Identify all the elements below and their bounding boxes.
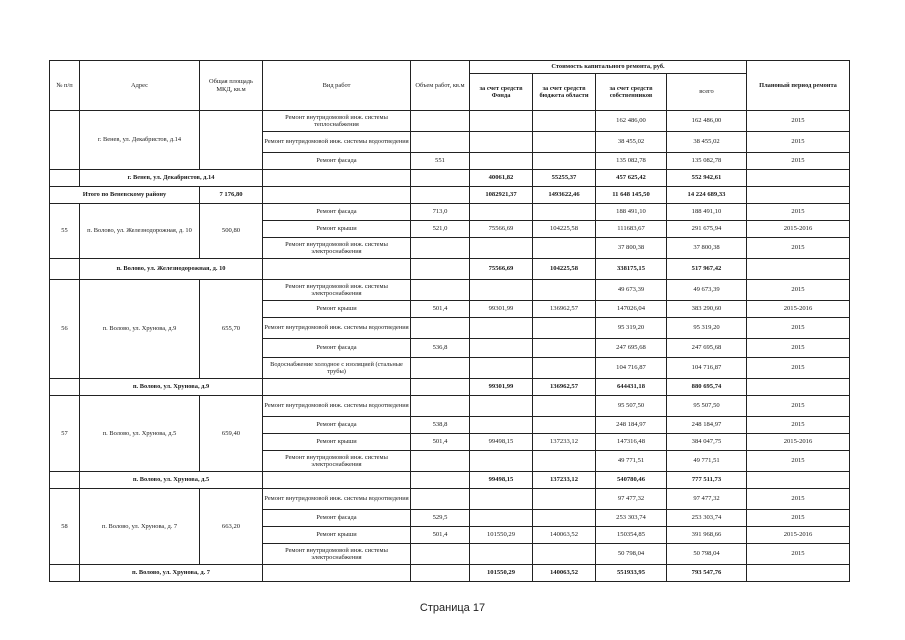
fund-cell bbox=[470, 489, 533, 510]
budget-cell: 104225,58 bbox=[533, 221, 596, 238]
total-cell: 291 675,94 bbox=[667, 221, 747, 238]
subtotal-fund: 75566,69 bbox=[470, 259, 533, 280]
row-num-cell bbox=[50, 472, 80, 489]
subtotal-total: 552 942,61 bbox=[667, 170, 747, 187]
subtotal-fund: 40061,82 bbox=[470, 170, 533, 187]
subtotal-label: п. Волово, ул. Хрунова, д.5 bbox=[80, 472, 263, 489]
table-row bbox=[50, 489, 850, 510]
owners-cell: 111683,67 bbox=[596, 221, 667, 238]
volume-cell bbox=[411, 187, 470, 204]
volume-cell bbox=[411, 358, 470, 379]
budget-cell bbox=[533, 318, 596, 339]
owners-cell: 104 716,87 bbox=[596, 358, 667, 379]
owners-cell: 248 184,97 bbox=[596, 417, 667, 434]
budget-cell bbox=[533, 417, 596, 434]
period-cell bbox=[747, 170, 850, 187]
subtotal-total: 517 967,42 bbox=[667, 259, 747, 280]
volume-cell bbox=[411, 472, 470, 489]
period-cell: 2015 bbox=[747, 153, 850, 170]
work-type-cell: Ремонт внутридомовой инж. системы электроснабжения bbox=[263, 280, 411, 301]
total-cell: 162 486,00 bbox=[667, 111, 747, 132]
fund-cell bbox=[470, 111, 533, 132]
volume-cell bbox=[411, 544, 470, 565]
header-work-type: Вид работ bbox=[263, 61, 411, 111]
subtotal-total: 793 547,76 bbox=[667, 565, 747, 582]
header-volume: Объем работ, кв.м bbox=[411, 61, 470, 111]
volume-cell bbox=[411, 259, 470, 280]
fund-cell bbox=[470, 204, 533, 221]
volume-cell bbox=[411, 396, 470, 417]
work-type-cell: Ремонт внутридомовой инж. системы электроснабжения bbox=[263, 544, 411, 565]
period-cell: 2015 bbox=[747, 111, 850, 132]
period-cell: 2015 bbox=[747, 132, 850, 153]
table-row bbox=[50, 396, 850, 417]
address-cell: п. Волово, ул. Хрунова, д.9 bbox=[80, 280, 200, 379]
owners-cell: 253 303,74 bbox=[596, 510, 667, 527]
owners-cell: 37 800,38 bbox=[596, 238, 667, 259]
subtotal-fund: 101550,29 bbox=[470, 565, 533, 582]
header-num: № п/п bbox=[50, 61, 80, 111]
total-cell: 383 290,60 bbox=[667, 301, 747, 318]
volume-cell: 536,8 bbox=[411, 339, 470, 358]
owners-cell: 147026,04 bbox=[596, 301, 667, 318]
fund-cell bbox=[470, 318, 533, 339]
row-num-cell bbox=[50, 111, 80, 170]
work-type-cell: Ремонт внутридомовой инж. системы водоотведения bbox=[263, 132, 411, 153]
total-cell: 104 716,87 bbox=[667, 358, 747, 379]
volume-cell: 501,4 bbox=[411, 301, 470, 318]
address-cell: г. Венев, ул. Декабристов, д.14 bbox=[80, 111, 200, 170]
work-type-cell: Ремонт фасада bbox=[263, 510, 411, 527]
period-cell: 2015 bbox=[747, 489, 850, 510]
budget-cell bbox=[533, 132, 596, 153]
subtotal-budget: 104225,58 bbox=[533, 259, 596, 280]
volume-cell bbox=[411, 565, 470, 582]
fund-cell: 99498,15 bbox=[470, 434, 533, 451]
budget-cell bbox=[533, 510, 596, 527]
total-cell: 49 771,51 bbox=[667, 451, 747, 472]
area-cell bbox=[200, 111, 263, 170]
owners-cell: 95 319,20 bbox=[596, 318, 667, 339]
owners-cell: 49 673,39 bbox=[596, 280, 667, 301]
total-cell: 97 477,32 bbox=[667, 489, 747, 510]
subtotal-owners: 644431,18 bbox=[596, 379, 667, 396]
row-num-cell: 58 bbox=[50, 489, 80, 565]
repair-schedule-table bbox=[49, 60, 850, 582]
owners-cell: 97 477,32 bbox=[596, 489, 667, 510]
volume-cell: 529,5 bbox=[411, 510, 470, 527]
period-cell: 2015-2016 bbox=[747, 434, 850, 451]
district-total-row bbox=[50, 187, 850, 204]
owners-cell: 135 082,78 bbox=[596, 153, 667, 170]
total-cell: 95 319,20 bbox=[667, 318, 747, 339]
repair-schedule-table-wrapper bbox=[49, 60, 849, 581]
volume-cell bbox=[411, 132, 470, 153]
subtotal-owners: 551933,95 bbox=[596, 565, 667, 582]
work-type-cell: Ремонт внутридомовой инж. системы водоотведения bbox=[263, 396, 411, 417]
fund-cell bbox=[470, 358, 533, 379]
row-num-cell: 56 bbox=[50, 280, 80, 379]
period-cell: 2015 bbox=[747, 280, 850, 301]
row-num-cell: 55 bbox=[50, 204, 80, 259]
period-cell: 2015 bbox=[747, 339, 850, 358]
work-type-cell: Ремонт фасада bbox=[263, 204, 411, 221]
subtotal-row bbox=[50, 379, 850, 396]
district-total-budget: 1493622,46 bbox=[533, 187, 596, 204]
budget-cell bbox=[533, 544, 596, 565]
header-total: всего bbox=[667, 74, 747, 111]
fund-cell bbox=[470, 451, 533, 472]
total-cell: 188 491,10 bbox=[667, 204, 747, 221]
volume-cell: 538,8 bbox=[411, 417, 470, 434]
address-cell: п. Волово, ул. Хрунова, д. 7 bbox=[80, 489, 200, 565]
district-total-label: Итого по Веневскому району bbox=[50, 187, 200, 204]
budget-cell bbox=[533, 153, 596, 170]
owners-cell: 162 486,00 bbox=[596, 111, 667, 132]
subtotal-budget: 140063,52 bbox=[533, 565, 596, 582]
subtotal-row bbox=[50, 170, 850, 187]
header-address: Адрес bbox=[80, 61, 200, 111]
work-type-cell: Ремонт фасада bbox=[263, 339, 411, 358]
period-cell: 2015-2016 bbox=[747, 301, 850, 318]
subtotal-label: п. Волово, ул. Хрунова, д. 7 bbox=[80, 565, 263, 582]
owners-cell: 147316,48 bbox=[596, 434, 667, 451]
fund-cell: 101550,29 bbox=[470, 527, 533, 544]
row-num-cell bbox=[50, 170, 80, 187]
work-type-cell: Ремонт внутридомовой инж. системы водоотведения bbox=[263, 489, 411, 510]
period-cell bbox=[747, 565, 850, 582]
volume-cell: 501,4 bbox=[411, 527, 470, 544]
fund-cell bbox=[470, 238, 533, 259]
budget-cell bbox=[533, 280, 596, 301]
header-budget: за счет средств бюджета области bbox=[533, 74, 596, 111]
header-cost-group: Стоимость капитального ремонта, руб. bbox=[470, 61, 747, 74]
fund-cell bbox=[470, 153, 533, 170]
period-cell: 2015 bbox=[747, 510, 850, 527]
work-type-cell: Ремонт внутридомовой инж. системы электроснабжения bbox=[263, 451, 411, 472]
budget-cell bbox=[533, 339, 596, 358]
subtotal-label: п. Волово, ул. Железнодорожная, д. 10 bbox=[80, 259, 263, 280]
subtotal-row bbox=[50, 565, 850, 582]
total-cell: 50 798,04 bbox=[667, 544, 747, 565]
fund-cell bbox=[470, 339, 533, 358]
work-type-cell: Ремонт фасада bbox=[263, 417, 411, 434]
subtotal-owners: 457 625,42 bbox=[596, 170, 667, 187]
fund-cell bbox=[470, 132, 533, 153]
work-type-cell bbox=[263, 187, 411, 204]
owners-cell: 188 491,10 bbox=[596, 204, 667, 221]
district-total-owners: 11 648 145,50 bbox=[596, 187, 667, 204]
owners-cell: 50 798,04 bbox=[596, 544, 667, 565]
area-cell: 659,40 bbox=[200, 396, 263, 472]
total-cell: 248 184,97 bbox=[667, 417, 747, 434]
volume-cell: 713,0 bbox=[411, 204, 470, 221]
budget-cell bbox=[533, 204, 596, 221]
header-fund: за счет средств Фонда bbox=[470, 74, 533, 111]
work-type-cell bbox=[263, 472, 411, 489]
budget-cell bbox=[533, 489, 596, 510]
period-cell: 2015 bbox=[747, 544, 850, 565]
work-type-cell: Ремонт крыши bbox=[263, 527, 411, 544]
header-period: Плановый период ремонта bbox=[747, 61, 850, 111]
district-total-area: 7 176,80 bbox=[200, 187, 263, 204]
area-cell: 663,20 bbox=[200, 489, 263, 565]
volume-cell: 551 bbox=[411, 153, 470, 170]
total-cell: 247 695,68 bbox=[667, 339, 747, 358]
volume-cell: 521,0 bbox=[411, 221, 470, 238]
address-cell: п. Волово, ул. Железнодорожная, д. 10 bbox=[80, 204, 200, 259]
owners-cell: 38 455,02 bbox=[596, 132, 667, 153]
total-cell: 95 507,50 bbox=[667, 396, 747, 417]
budget-cell bbox=[533, 451, 596, 472]
budget-cell: 140063,52 bbox=[533, 527, 596, 544]
period-cell: 2015-2016 bbox=[747, 527, 850, 544]
row-num-cell bbox=[50, 259, 80, 280]
table-row bbox=[50, 204, 850, 221]
total-cell: 253 303,74 bbox=[667, 510, 747, 527]
budget-cell: 136962,57 bbox=[533, 301, 596, 318]
volume-cell bbox=[411, 318, 470, 339]
work-type-cell: Ремонт внутридомовой инж. системы водоотведения bbox=[263, 318, 411, 339]
total-cell: 135 082,78 bbox=[667, 153, 747, 170]
period-cell: 2015 bbox=[747, 204, 850, 221]
fund-cell bbox=[470, 510, 533, 527]
subtotal-fund: 99301,99 bbox=[470, 379, 533, 396]
period-cell bbox=[747, 379, 850, 396]
owners-cell: 247 695,68 bbox=[596, 339, 667, 358]
volume-cell bbox=[411, 280, 470, 301]
volume-cell bbox=[411, 170, 470, 187]
fund-cell bbox=[470, 396, 533, 417]
district-total-total: 14 224 689,33 bbox=[667, 187, 747, 204]
total-cell: 37 800,38 bbox=[667, 238, 747, 259]
subtotal-budget: 136962,57 bbox=[533, 379, 596, 396]
fund-cell: 99301,99 bbox=[470, 301, 533, 318]
work-type-cell: Ремонт крыши bbox=[263, 221, 411, 238]
work-type-cell: Ремонт крыши bbox=[263, 301, 411, 318]
area-cell: 500,80 bbox=[200, 204, 263, 259]
subtotal-fund: 99498,15 bbox=[470, 472, 533, 489]
header-owners: за счет средств собственников bbox=[596, 74, 667, 111]
period-cell: 2015 bbox=[747, 238, 850, 259]
budget-cell bbox=[533, 358, 596, 379]
subtotal-row bbox=[50, 472, 850, 489]
total-cell: 38 455,02 bbox=[667, 132, 747, 153]
subtotal-row bbox=[50, 259, 850, 280]
period-cell: 2015 bbox=[747, 396, 850, 417]
owners-cell: 150354,85 bbox=[596, 527, 667, 544]
row-num-cell: 57 bbox=[50, 396, 80, 472]
fund-cell bbox=[470, 544, 533, 565]
subtotal-owners: 540780,46 bbox=[596, 472, 667, 489]
subtotal-label: п. Волово, ул. Хрунова, д.9 bbox=[80, 379, 263, 396]
table-row bbox=[50, 111, 850, 132]
work-type-cell: Ремонт фасада bbox=[263, 153, 411, 170]
period-cell: 2015 bbox=[747, 358, 850, 379]
total-cell: 391 968,66 bbox=[667, 527, 747, 544]
owners-cell: 95 507,50 bbox=[596, 396, 667, 417]
volume-cell bbox=[411, 379, 470, 396]
work-type-cell: Ремонт крыши bbox=[263, 434, 411, 451]
work-type-cell: Ремонт внутридомовой инж. системы теплоснабжения bbox=[263, 111, 411, 132]
budget-cell bbox=[533, 396, 596, 417]
period-cell bbox=[747, 472, 850, 489]
work-type-cell: Водоснабжение холодное с изоляцией (стальные трубы) bbox=[263, 358, 411, 379]
table-row bbox=[50, 280, 850, 301]
page-number: Страница 17 bbox=[419, 602, 486, 614]
work-type-cell bbox=[263, 259, 411, 280]
volume-cell bbox=[411, 489, 470, 510]
subtotal-total: 880 695,74 bbox=[667, 379, 747, 396]
subtotal-budget: 55255,37 bbox=[533, 170, 596, 187]
subtotal-owners: 338175,15 bbox=[596, 259, 667, 280]
fund-cell: 75566,69 bbox=[470, 221, 533, 238]
fund-cell bbox=[470, 417, 533, 434]
area-cell: 655,70 bbox=[200, 280, 263, 379]
period-cell: 2015 bbox=[747, 318, 850, 339]
period-cell: 2015 bbox=[747, 451, 850, 472]
header-row bbox=[50, 61, 850, 74]
work-type-cell bbox=[263, 379, 411, 396]
volume-cell: 501,4 bbox=[411, 434, 470, 451]
budget-cell: 137233,12 bbox=[533, 434, 596, 451]
volume-cell bbox=[411, 111, 470, 132]
subtotal-label: г. Венев, ул. Декабристов, д.14 bbox=[80, 170, 263, 187]
work-type-cell bbox=[263, 565, 411, 582]
row-num-cell bbox=[50, 565, 80, 582]
fund-cell bbox=[470, 280, 533, 301]
volume-cell bbox=[411, 238, 470, 259]
budget-cell bbox=[533, 111, 596, 132]
budget-cell bbox=[533, 238, 596, 259]
row-num-cell bbox=[50, 379, 80, 396]
address-cell: п. Волово, ул. Хрунова, д.5 bbox=[80, 396, 200, 472]
work-type-cell: Ремонт внутридомовой инж. системы электроснабжения bbox=[263, 238, 411, 259]
period-cell bbox=[747, 187, 850, 204]
period-cell: 2015 bbox=[747, 417, 850, 434]
total-cell: 384 047,75 bbox=[667, 434, 747, 451]
period-cell: 2015-2016 bbox=[747, 221, 850, 238]
total-cell: 49 673,39 bbox=[667, 280, 747, 301]
subtotal-budget: 137233,12 bbox=[533, 472, 596, 489]
period-cell bbox=[747, 259, 850, 280]
header-area: Общая площадь МКД, кв.м bbox=[200, 61, 263, 111]
subtotal-total: 777 511,73 bbox=[667, 472, 747, 489]
district-total-fund: 1082921,37 bbox=[470, 187, 533, 204]
work-type-cell bbox=[263, 170, 411, 187]
owners-cell: 49 771,51 bbox=[596, 451, 667, 472]
volume-cell bbox=[411, 451, 470, 472]
